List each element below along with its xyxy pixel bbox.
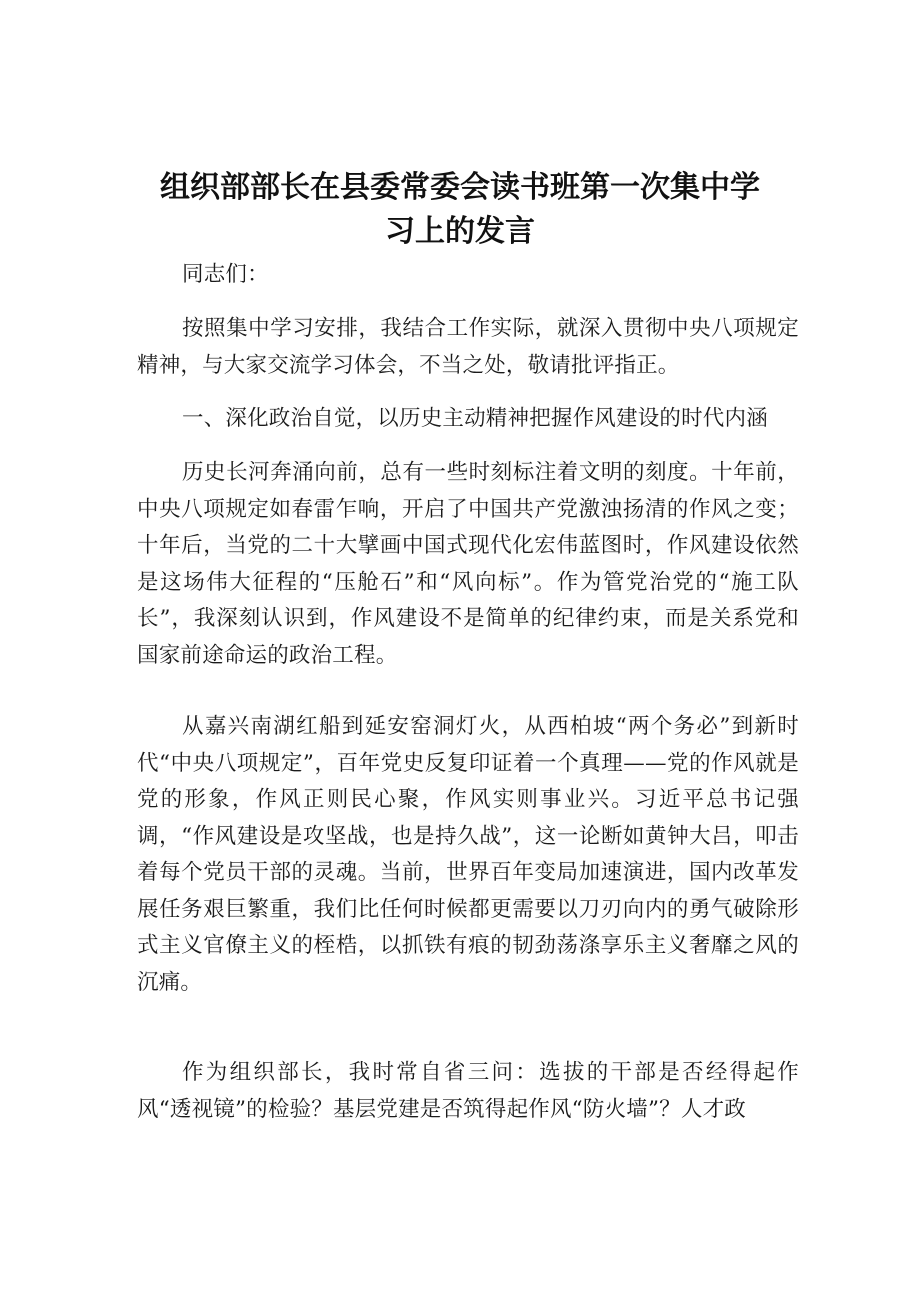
- document-title: 组织部部长在县委常委会读书班第一次集中学习上的发言: [160, 170, 760, 249]
- paragraph-party-history: 从嘉兴南湖红船到延安窑洞灯火，从西柏坡“两个务必”到新时代“中央八项规定”，百年党史反复印证着一个真理——党的作风就是党的形象，作风正则民心聚，作风实则事业兴。习近平总书记强调，“作风建设是攻坚战，也是持久战”，这一论断如黄钟大吕，叩击着每个党员干部的灵魂。当前，世界百年变局加速演进，国内改革发展任务艰巨繁重，我们比任何时候都更需要以刀刃向内的勇气破除形式主义官僚主义的桎梏，以抓铁有痕的韧劲荡涤享乐主义奢靡之风的沉痛。: [137, 714, 799, 995]
- paragraph-intro: 按照集中学习安排，我结合工作实际，就深入贯彻中央八项规定精神，与大家交流学习体会，不当之处，敬请批评指正。: [137, 316, 799, 378]
- section-heading-1: 一、深化政治自觉，以历史主动精神把握作风建设的时代内涵: [182, 406, 768, 431]
- salutation: 同志们：: [182, 262, 269, 287]
- paragraph-self-reflection: 作为组织部长，我时常自省三问：选拔的干部是否经得起作风“透视镜”的检验？基层党建是否筑得起作风“防火墙”？人才政: [137, 1060, 799, 1122]
- paragraph-history: 历史长河奔涌向前，总有一些时刻标注着文明的刻度。十年前，中央八项规定如春雷乍响，开启了中国共产党激浊扬清的作风之变；十年后，当党的二十大擘画中国式现代化宏伟蓝图时，作风建设依然是这场伟大征程的“压舱石”和“风向标”。作为管党治党的“施工队长”，我深刻认识到，作风建设不是简单的纪律约束，而是关系党和国家前途命运的政治工程。: [137, 460, 799, 668]
